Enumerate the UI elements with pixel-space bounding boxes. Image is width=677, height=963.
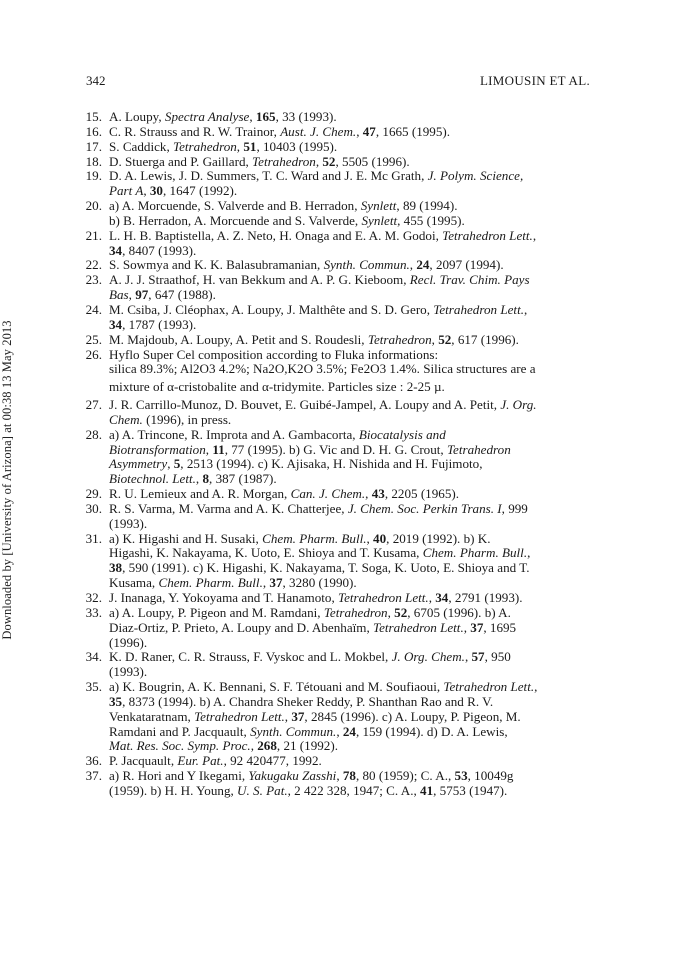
reference-text: , 92 420477, 1992. [223, 753, 322, 769]
reference-number: 19. [85, 168, 102, 184]
volume-number: 37 [291, 708, 305, 724]
reference-line [109, 650, 610, 665]
journal-name: Tetrahedron Lett. [338, 590, 429, 605]
reference-text: , 21 (1992). [276, 738, 338, 754]
page-number: 342 [86, 73, 106, 88]
reference-text: (1996), in press. [142, 411, 232, 427]
journal-name: Synth. Commun. [250, 723, 337, 739]
reference-number: 20. [85, 198, 102, 214]
reference-text: , 647 (1988). [148, 287, 216, 303]
journal-name: Bas [109, 287, 129, 303]
reference-item [80, 348, 610, 396]
volume-number: 52 [394, 604, 408, 620]
journal-name: Yakugaku Zasshi [248, 768, 337, 784]
journal-name: J. Chem. Soc. Perkin Trans. I [347, 500, 502, 516]
reference-line [109, 303, 610, 318]
reference-text: R. S. Varma, M. Varma and A. K. Chatterjee, [109, 500, 348, 516]
reference-text: M. Majdoub, A. Loupy, A. Petit and S. Roudesli, [109, 331, 368, 347]
reference-number: 35. [85, 679, 102, 695]
reference-text: , [366, 530, 374, 546]
journal-name: Recl. Trav. Chim. Pays [409, 272, 530, 288]
reference-text: J. Inanaga, Y. Yokoyama and T. Hanamoto, [109, 590, 338, 605]
reference-line [109, 169, 610, 184]
reference-item [80, 487, 610, 502]
reference-number: 37. [85, 768, 102, 784]
reference-text: Higashi, K. Nakayama, K. Uoto, E. Shioya and T. Kusama, [109, 545, 423, 561]
reference-line [109, 244, 610, 259]
reference-line [109, 576, 610, 591]
reference-text: a) K. Higashi and H. Susaki, [109, 530, 263, 546]
volume-number: 52 [438, 331, 452, 347]
reference-number: 18. [85, 153, 102, 169]
reference-number: 34. [85, 649, 102, 665]
reference-item [80, 428, 610, 487]
journal-name: Can. J. Chem. [290, 486, 366, 502]
reference-text: Diaz-Ortiz, P. Prieto, A. Loupy and D. Abenhaïm, [109, 619, 374, 635]
reference-text: , 77 (1995). b) G. Vic and D. H. G. Crout, [224, 441, 447, 457]
reference-text: K. D. Raner, C. R. Strauss, F. Vyskoc and L. Mokbel, [109, 649, 392, 665]
volume-number: 34 [109, 316, 123, 332]
reference-line [109, 443, 610, 458]
journal-name: Tetrahedron [323, 604, 388, 620]
reference-text: , [143, 183, 150, 199]
reference-line [109, 184, 610, 199]
reference-text: , [464, 649, 472, 665]
reference-item [80, 769, 610, 799]
reference-text: b) B. Herradon, A. Morcuende and S. Valverde, [109, 212, 362, 228]
reference-item [80, 398, 610, 428]
volume-number: 5 [173, 456, 181, 472]
reference-text: , [365, 486, 372, 502]
reference-line [109, 362, 610, 377]
volume-number: 52 [322, 153, 336, 169]
reference-number: 25. [85, 331, 102, 347]
reference-text: , 3280 (1990). [282, 575, 357, 591]
reference-item [80, 199, 610, 229]
reference-text: C. R. Strauss and R. W. Trainor, [109, 123, 281, 139]
journal-name: Tetrahedron Lett. [433, 301, 524, 317]
reference-line [109, 487, 610, 502]
reference-text: , 8407 (1993). [122, 242, 197, 258]
reference-text: Ramdani and P. Jacquault, [109, 723, 251, 739]
reference-line [109, 517, 610, 532]
reference-line [109, 318, 610, 333]
reference-item [80, 754, 610, 769]
reference-text: (1996). [109, 634, 148, 650]
reference-item [80, 229, 610, 259]
reference-text: mixture of α-cristobalite and α-tridymite. Particles size : 2-25 µ. [109, 379, 445, 395]
reference-line [109, 769, 610, 784]
reference-text: , [236, 138, 244, 154]
reference-line [109, 754, 610, 769]
reference-text: , 10403 (1995). [256, 138, 338, 154]
running-head: LIMOUSIN ET AL. [479, 73, 590, 88]
journal-name: Chem. [109, 411, 143, 427]
journal-name: Biotransformation [109, 441, 206, 457]
reference-text: , 950 [484, 649, 511, 665]
reference-line [109, 333, 610, 348]
reference-text: , 2845 (1996). c) A. Loupy, P. Pigeon, M. [304, 708, 521, 724]
volume-number: 24 [416, 257, 430, 273]
reference-text: a) A. Morcuende, S. Valverde and B. Herradon, [109, 198, 361, 214]
reference-text: M. Csiba, J. Cléophax, A. Loupy, J. Malthête and S. D. Gero, [109, 301, 434, 317]
reference-text: Hyflo Super Cel composition according to Fluka informations: [109, 346, 439, 362]
volume-number: 37 [269, 575, 283, 591]
reference-text: , 33 (1993). [275, 109, 337, 124]
reference-item [80, 273, 610, 303]
reference-text: , [195, 471, 203, 487]
volume-number: 268 [257, 738, 277, 754]
reference-number: 26. [85, 346, 102, 362]
reference-text: , [356, 123, 363, 139]
reference-text: silica 89.3%; Al2O3 4.2%; Na2O,K2O 3.5%; Fe2O3 1.4%. Silica structures are a [109, 361, 536, 377]
reference-line [109, 199, 610, 214]
journal-name: Spectra Analyse [164, 109, 250, 124]
volume-number: 8 [202, 471, 210, 487]
reference-number: 27. [85, 397, 102, 413]
reference-text: , 80 (1959); C. A., [355, 768, 455, 784]
volume-number: 34 [435, 590, 449, 605]
journal-name: Tetrahedron [252, 153, 316, 169]
reference-number: 16. [85, 123, 102, 139]
reference-line [109, 710, 610, 725]
reference-text: , [167, 456, 174, 472]
reference-number: 31. [85, 530, 102, 546]
reference-number: 15. [85, 109, 102, 124]
journal-name: Eur. Pat. [177, 753, 224, 769]
reference-item [80, 303, 610, 333]
reference-text: R. U. Lemieux and A. R. Morgan, [109, 486, 291, 502]
reference-text: , [205, 441, 213, 457]
reference-item [80, 532, 610, 591]
reference-text: D. Stuerga and P. Gaillard, [109, 153, 253, 169]
download-watermark: Downloaded by [University of Arizona] at 00:38 13 May 2013 [0, 320, 14, 640]
reference-text: , [336, 768, 343, 784]
reference-item [80, 125, 610, 140]
reference-line [109, 140, 610, 155]
reference-line [109, 561, 610, 576]
journal-name: Tetrahedron [446, 441, 511, 457]
journal-name: Biocatalysis and [358, 426, 446, 442]
reference-text: (1993). [109, 515, 148, 531]
journal-name: Chem. Pharm. Bull. [262, 530, 367, 546]
reference-text: Venkataratnam, [109, 708, 195, 724]
volume-number: 30 [149, 183, 163, 199]
reference-text: (1993). [109, 664, 148, 680]
reference-text: , [431, 331, 439, 347]
reference-text: , 6705 (1996). b) A. [407, 604, 511, 620]
reference-text: , [387, 604, 395, 620]
reference-number: 22. [85, 257, 102, 273]
reference-item [80, 606, 610, 651]
reference-text: , 455 (1995). [397, 212, 465, 228]
reference-text: , 2791 (1993). [448, 590, 523, 605]
journal-name: Part A [109, 183, 144, 199]
reference-line [109, 502, 610, 517]
volume-number: 34 [109, 242, 123, 258]
reference-number: 30. [85, 500, 102, 516]
reference-line [109, 606, 610, 621]
journal-name: U. S. Pat. [237, 782, 288, 798]
volume-number: 35 [109, 693, 123, 709]
reference-text: , 1695 [483, 619, 517, 635]
reference-line [109, 739, 610, 754]
reference-number: 29. [85, 486, 102, 502]
volume-number: 97 [135, 287, 149, 303]
reference-text: , [336, 723, 343, 739]
reference-text: , [249, 109, 256, 124]
reference-line [109, 288, 610, 303]
journal-name: Synth. Commun. [323, 257, 410, 273]
journal-name: Chem. Pharm. Bull. [422, 545, 528, 561]
journal-name: Synlett [361, 212, 398, 228]
reference-line [109, 784, 610, 799]
reference-text: J. R. Carrillo-Munoz, D. Bouvet, E. Guibé-Jampel, A. Loupy and A. Petit, [109, 397, 501, 413]
reference-line [109, 125, 610, 140]
reference-line [109, 413, 610, 428]
reference-line [109, 110, 610, 125]
reference-item [80, 591, 610, 606]
reference-line [109, 457, 610, 472]
reference-item [80, 140, 610, 155]
reference-line [109, 380, 610, 395]
volume-number: 43 [371, 486, 385, 502]
reference-item [80, 502, 610, 532]
reference-text: , 2205 (1965). [384, 486, 460, 502]
journal-name: Aust. J. Chem. [280, 123, 357, 139]
reference-line [109, 155, 610, 170]
reference-text: , [532, 227, 537, 243]
reference-number: 24. [85, 301, 102, 317]
reference-line [109, 214, 610, 229]
reference-text: A. J. J. Straathof, H. van Bekkum and A. P. G. Kieboom, [109, 272, 410, 288]
reference-text: a) A. Trincone, R. Improta and A. Gambacorta, [109, 426, 359, 442]
journal-name: J. Polym. Science, [427, 168, 524, 184]
reference-item [80, 258, 610, 273]
reference-text: , [534, 679, 538, 695]
reference-text: , [250, 738, 258, 754]
reference-number: 33. [85, 604, 102, 620]
journal-name: Tetrahedron Lett. [443, 679, 535, 695]
reference-line [109, 636, 610, 651]
reference-text: , 1647 (1992). [162, 183, 238, 199]
reference-number: 23. [85, 272, 102, 288]
reference-line [109, 273, 610, 288]
reference-list [80, 110, 610, 799]
reference-number: 36. [85, 753, 102, 769]
journal-name: Tetrahedron Lett. [373, 619, 464, 635]
volume-number: 41 [420, 782, 434, 798]
reference-line [109, 621, 610, 636]
volume-number: 165 [255, 109, 276, 124]
reference-line [109, 695, 610, 710]
volume-number: 38 [109, 560, 123, 576]
volume-number: 40 [373, 530, 387, 546]
reference-text: , 617 (1996). [451, 331, 519, 347]
volume-number: 11 [212, 441, 225, 457]
volume-number: 57 [471, 649, 485, 665]
reference-number: 32. [85, 590, 102, 605]
reference-line [109, 665, 610, 680]
reference-text: S. Sowmya and K. K. Balasubramanian, [109, 257, 324, 273]
reference-text: , 5505 (1996). [335, 153, 410, 169]
reference-item [80, 650, 610, 680]
reference-line [109, 472, 610, 487]
reference-text: , [315, 153, 323, 169]
reference-text: , 10049g [467, 768, 514, 784]
reference-text: , [523, 301, 528, 317]
reference-text: , [409, 257, 417, 273]
journal-name: Tetrahedron [367, 331, 432, 347]
reference-text: , [463, 619, 471, 635]
reference-text: S. Caddick, [109, 138, 174, 154]
reference-text: , 2 422 328, 1947; C. A., [287, 782, 421, 798]
journal-name: Asymmetry [109, 456, 168, 472]
reference-text: , [527, 545, 531, 561]
reference-text: a) K. Bougrin, A. K. Bennani, S. F. Tétouani and M. Soufiaoui, [109, 679, 444, 695]
journal-name: Chem. Pharm. Bull. [158, 575, 263, 591]
reference-text: Kusama, [109, 575, 159, 591]
reference-text: P. Jacquault, [109, 753, 178, 769]
reference-line [109, 428, 610, 443]
reference-text: , 8373 (1994). b) A. Chandra Sheker Reddy, P. Shanthan Rao and R. V. [122, 693, 494, 709]
reference-line [109, 725, 610, 740]
volume-number: 51 [243, 138, 257, 154]
reference-item [80, 110, 610, 125]
reference-text: , 159 (1994). d) D. A. Lewis, [355, 723, 508, 739]
volume-number: 53 [454, 768, 468, 784]
reference-text: , [284, 708, 292, 724]
reference-text: , [128, 287, 136, 303]
volume-number: 37 [470, 619, 484, 635]
reference-text: L. H. B. Baptistella, A. Z. Neto, H. Onaga and E. A. M. Godoi, [109, 227, 443, 243]
reference-text: , 1787 (1993). [122, 316, 197, 332]
journal-name: J. Org. Chem. [391, 649, 465, 665]
reference-item [80, 333, 610, 348]
reference-number: 28. [85, 426, 102, 442]
reference-text: , 2019 (1992). b) K. [386, 530, 491, 546]
reference-line [109, 348, 610, 363]
reference-line [109, 229, 610, 244]
reference-item [80, 680, 610, 754]
journal-name: Tetrahedron Lett. [442, 227, 533, 243]
reference-line [109, 258, 610, 273]
reference-item [80, 155, 610, 170]
volume-number: 78 [342, 768, 356, 784]
reference-item [80, 169, 610, 199]
reference-line [109, 546, 610, 561]
reference-text: , [428, 590, 436, 605]
reference-text: , 2097 (1994). [429, 257, 504, 273]
journal-name: J. Org. [500, 397, 537, 413]
reference-text: , 387 (1987). [209, 471, 277, 487]
reference-line [109, 532, 610, 547]
reference-line [109, 398, 610, 413]
reference-text: , 590 (1991). c) K. Higashi, K. Nakayama, T. Soga, K. Uoto, E. Shioya and T. [122, 560, 530, 576]
reference-text: , 5753 (1947). [433, 782, 508, 798]
reference-text: , 999 [501, 500, 528, 516]
reference-line [109, 591, 610, 606]
reference-text: a) A. Loupy, P. Pigeon and M. Ramdani, [109, 604, 324, 620]
reference-text: D. A. Lewis, J. D. Summers, T. C. Ward and J. E. Mc Grath, [109, 168, 428, 184]
journal-name: Tetrahedron Lett. [194, 708, 285, 724]
journal-name: Synlett [360, 198, 397, 214]
volume-number: 47 [362, 123, 376, 139]
reference-text: , 2513 (1994). c) K. Ajisaka, H. Nishida and H. Fujimoto, [180, 456, 483, 472]
reference-text: , 89 (1994). [396, 198, 458, 214]
volume-number: 24 [342, 723, 356, 739]
journal-name: Biotechnol. Lett. [109, 471, 196, 487]
reference-line [109, 680, 610, 695]
reference-text: (1959). b) H. H. Young, [109, 782, 238, 798]
reference-text: , 1665 (1995). [375, 123, 451, 139]
journal-name: Tetrahedron [173, 138, 237, 154]
reference-text: a) R. Hori and Y Ikegami, [109, 768, 249, 784]
reference-number: 17. [85, 138, 102, 154]
reference-text: , [262, 575, 270, 591]
reference-text: A. Loupy, [109, 109, 165, 124]
journal-name: Mat. Res. Soc. Symp. Proc. [109, 738, 251, 754]
reference-number: 21. [85, 227, 102, 243]
